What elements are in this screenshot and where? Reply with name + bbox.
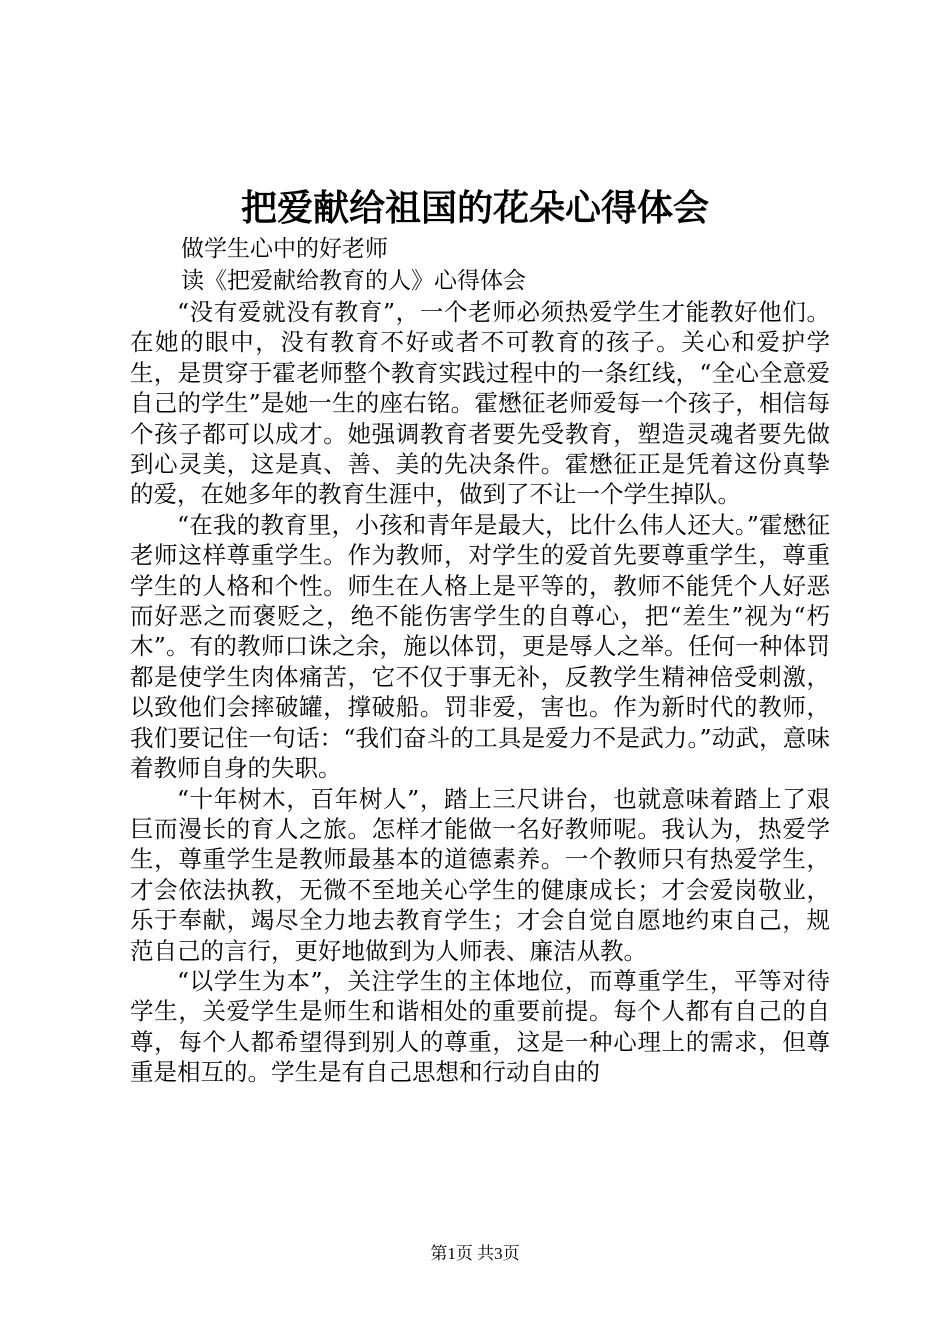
document-body: [130, 297, 830, 1088]
subtitle-2: 读《把爱献给教育的人》心得体会: [181, 268, 526, 294]
document-title: 把爱献给祖国的花朵心得体会: [240, 187, 709, 229]
subtitle-1: 做学生心中的好老师: [181, 236, 388, 262]
paragraph-2: “在我的教育里，小孩和青年是最大，比什么伟人还大。”霍懋征老师这样尊重学生。作为教师，对学生的爱首先要尊重学生，尊重学生的人格和个性。师生在人格上是平等的，教师不能凭个人好恶而好恶之而褒贬之，绝不能伤害学生的自尊心，把“差生”视为“朽木”。有的教师口诛之余，施以体罚，更是辱人之举。任何一种体罚都是使学生肉体痛苦，它不仅于事无补，反教学生精神倍受刺激，以致他们会摔破罐，撑破船。罚非爱，害也。作为新时代的教师，我们要记住一句话：“我们奋斗的工具是爱力不是武力。”动武，意味着教师自身的失职。: [130, 510, 830, 783]
paragraph-3: “十年树木，百年树人”，踏上三尺讲台，也就意味着踏上了艰巨而漫长的育人之旅。怎样才能做一名好教师呢。我认为，热爱学生，尊重学生是教师最基本的道德素养。一个教师只有热爱学生，才会依法执教，无微不至地关心学生的健康成长；才会爱岗敬业，乐于奉献，竭尽全力地去教育学生；才会自觉自愿地约束自己，规范自己的言行，更好地做到为人师表、廉洁从教。: [130, 784, 830, 965]
paragraph-4: “以学生为本”，关注学生的主体地位，而尊重学生，平等对待学生，关爱学生是师生和谐相处的重要前提。每个人都有自己的自尊，每个人都希望得到别人的尊重，这是一种心理上的需求，但尊重是相互的。学生是有自己思想和行动自由的: [130, 966, 830, 1087]
page-footer: 第1页 共3页: [430, 1244, 520, 1263]
paragraph-1: “没有爱就没有教育”，一个老师必须热爱学生才能教好他们。在她的眼中，没有教育不好或者不可教育的孩子。关心和爱护学生，是贯穿于霍老师整个教育实践过程中的一条红线，“全心全意爱自己的学生”是她一生的座右铭。霍懋征老师爱每一个孩子，相信每个孩子都可以成才。她强调教育者要先受教育，塑造灵魂者要先做到心灵美，这是真、善、美的先决条件。霍懋征正是凭着这份真挚的爱，在她多年的教育生涯中，做到了不让一个学生掉队。: [130, 298, 830, 509]
